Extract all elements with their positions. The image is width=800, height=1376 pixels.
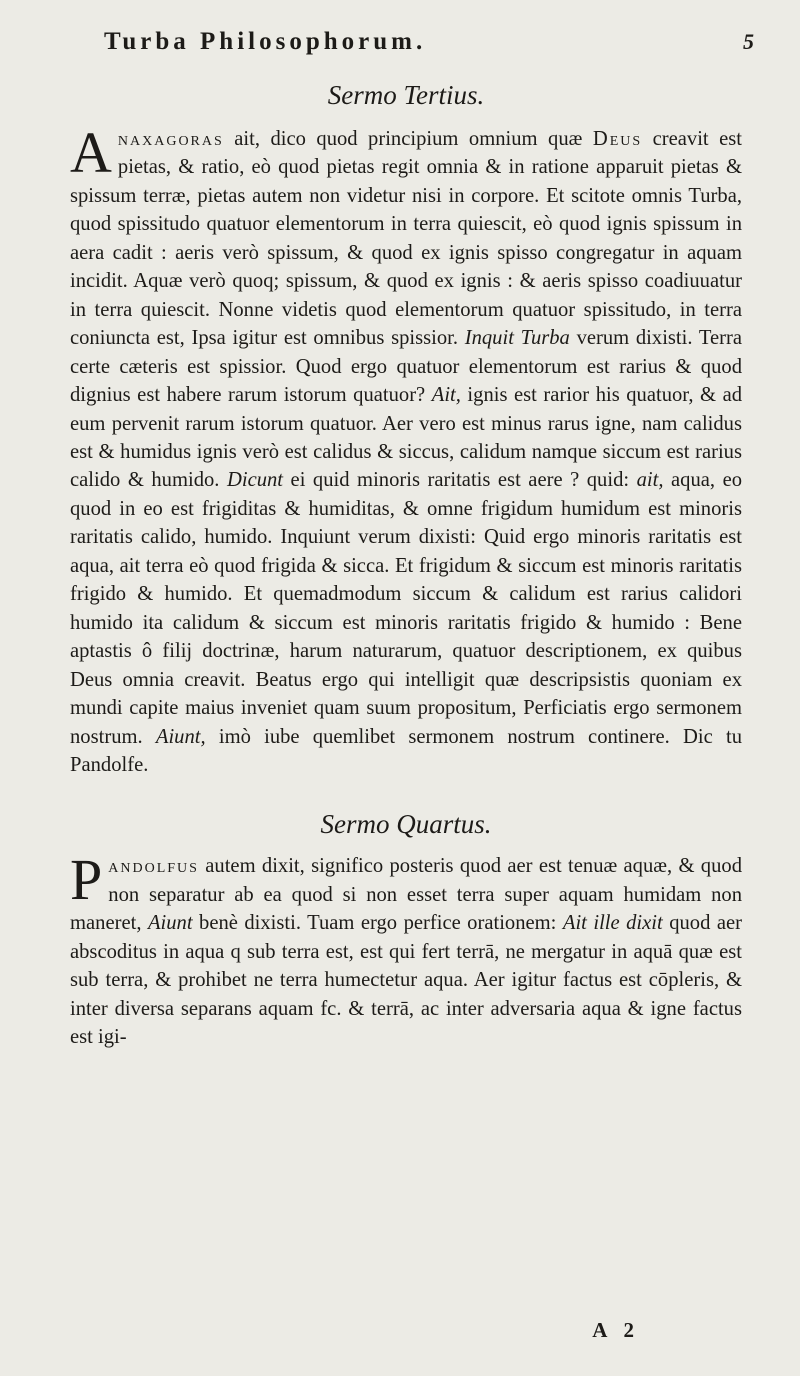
- lead-word: andolfus: [108, 855, 199, 878]
- italic-run: Inquit Turba: [464, 327, 570, 350]
- italic-run: Aiunt: [147, 912, 193, 935]
- text-run: benè dixisti. Tuam ergo perfice orationem:: [192, 912, 563, 935]
- section-heading-sermo-tertius: Sermo Tertius.: [327, 80, 485, 110]
- section-heading-sermo-quartus: Sermo Quartus.: [320, 809, 492, 840]
- text-run: ait, dico quod principium omnium quæ: [223, 128, 593, 150]
- text-run: ei quid minoris raritatis est aere ? quid:: [283, 469, 637, 492]
- italic-run: Ait ille dixit: [562, 912, 663, 935]
- drop-cap: P: [70, 847, 103, 913]
- signature-mark: A 2: [592, 1318, 640, 1342]
- lead-word: Deus: [592, 128, 643, 150]
- drop-cap: A: [70, 120, 112, 185]
- paragraph-sermo-tertius: [70, 120, 743, 779]
- running-head: [104, 28, 754, 56]
- running-title: Turba Philosophorum.: [104, 28, 427, 55]
- page-number: 5: [743, 29, 754, 54]
- text-run: verum dixisti. Terra certe cæteris est spissior. Quod ergo quatuor elementorum est rarius & quod dignius est habere rarum istorum quatuor?: [70, 327, 743, 407]
- italic-run: ait,: [636, 469, 664, 492]
- text-run: aqua, eo quod in eo est frigiditas & humiditas, & omne frigidum humidum est minoris raritatis calido, humido. Inquiunt verum dixisti: Quid ergo minoris raritatis est aqua, ait terra eò quod frigida & sicca. Et frigidum & siccum est minoris raritatis frigido & humido. Et quemadmodum siccum & calidum est rarius calidori humido ita calidum & siccum est minoris raritatis frigido & humido : Bene aptastis ô filij doctrinæ, harum naturarum, quatuor descriptionem, ex quibus Deus omnia creavit. Beatus ergo qui intelligit quæ descripsistis quoniam ex mundi capite maius inveniet quam suum propositum, Perficiatis ergo sermonem nostrum.: [70, 469, 743, 748]
- text-run: ignis est rarior his quatuor, & ad eum pervenit rarum istorum quatuor. Aer vero est minus rarus igne, nam calidus est & humidus ignis verò est calidus & siccus, calidum namque siccum est rarius calido & humido.: [70, 384, 743, 492]
- italic-run: Dicunt: [226, 469, 284, 492]
- lead-word: naxagoras: [117, 128, 224, 150]
- text-run: creavit est pietas, & ratio, eò quod pietas regit omnia & in ratione apparuit pietas & spissum terræ, pietas autem non videtur nisi in corpore. Et scitote omnis Turba, quod spissitudo quatuor elementorum in terra quiescit, eò quod ignis spissum in aera cadit : aeris verò spissum, & quod ex ignis spisso congregatur in aquam incidit. Aquæ verò quoq; spissum, & quod ex ignis : & aeris spisso coadiuuatur in terra quiescit. Nonne videtis quod elementorum quatuor spissitudo, in terra coniuncta est, Ipsa igitur est omnibus spissior.: [70, 128, 742, 350]
- text-run: quod aer abscoditus in aqua q sub terra est, est qui fert terrā, ne mergatur in aquā quæ est sub terra, & prohibet ne terra humectetur aqua. Aer igitur factus est cōpleris, & inter diversa separans aquam fc. & terrā, ac inter adversaria aqua & igne factus est igi-: [70, 912, 743, 1049]
- text-run: autem dixit, significo posteris quod aer est tenuæ aquæ, & quod non separatur ab ea quod si non esset terra super aquam humidam non maneret,: [70, 855, 742, 935]
- italic-run: Aiunt,: [155, 725, 206, 748]
- paragraph-sermo-quartus: [70, 847, 743, 1051]
- italic-run: Ait,: [431, 384, 461, 407]
- text-run: imò iube quemlibet sermonem nostrum continere. Dic tu Pandolfe.: [70, 725, 742, 776]
